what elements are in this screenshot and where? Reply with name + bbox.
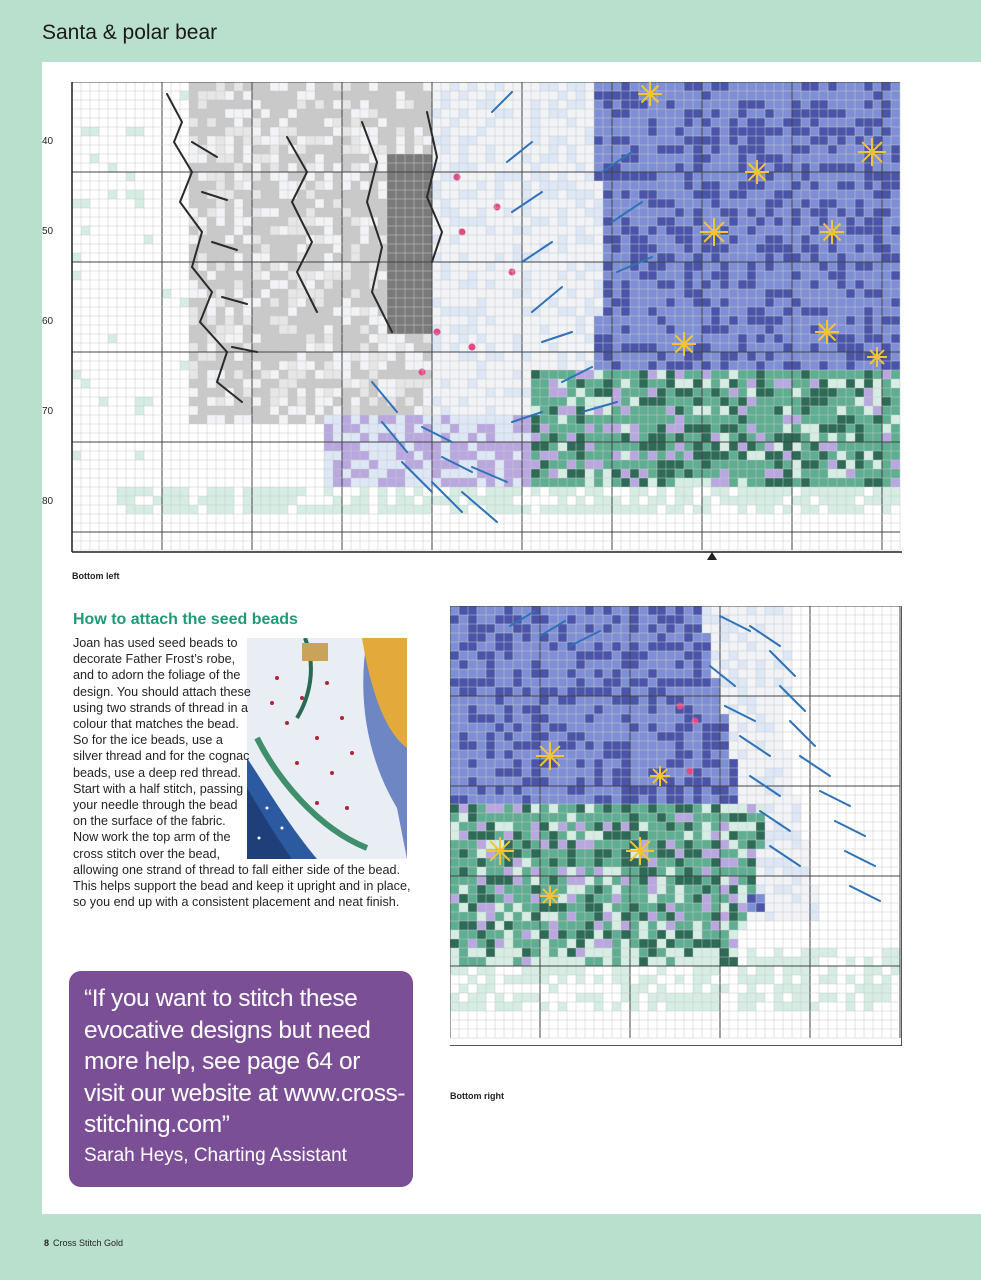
chart-bottom-right xyxy=(450,606,902,1046)
page-footer xyxy=(44,1238,123,1248)
chart-label-bottom-left: Bottom left xyxy=(72,571,120,581)
quote-box xyxy=(69,971,413,1187)
row-number: 40 xyxy=(42,136,54,147)
row-number: 70 xyxy=(42,406,54,417)
chart-bottom-left xyxy=(42,82,902,560)
row-number: 80 xyxy=(42,496,54,507)
row-number: 60 xyxy=(42,316,54,327)
article-body-text: Joan has used seed beads to decorate Father Frost’s robe, and to adorn the foliage of the design. You should attach these using two strands of thread in a colour that matches the bead. So for the ice beads, use a silver thread and for the cognac beads, use a deep red thread. Start with a half stitch, passing your needle through the bead on the surface of the fabric. Now work the top arm of the cross stitch over the bead, allowing one strand of thread to fall either side of the bead. This helps support the bead and keep it upright and in place, so you end up with a consistent placement and neat finish. xyxy=(73,636,411,910)
page-content xyxy=(42,62,981,1214)
publication-name: Cross Stitch Gold xyxy=(53,1238,124,1248)
chart-bottom-right-grid xyxy=(450,606,902,1046)
section-title: Santa & polar bear xyxy=(42,21,218,44)
row-number: 50 xyxy=(42,226,54,237)
chart-label-bottom-right: Bottom right xyxy=(450,1091,504,1101)
article-heading: How to attach the seed beads xyxy=(73,611,298,628)
chart-bottom-left-grid xyxy=(42,82,902,560)
quote-author: Sarah Heys, Charting Assistant xyxy=(84,1145,347,1166)
page-number: 8 xyxy=(44,1238,50,1248)
article-body xyxy=(73,635,423,910)
quote-text: “If you want to stitch these evocative designs but need more help, see page 64 or visit our website at www.cross-stitching.com” xyxy=(84,985,406,1138)
